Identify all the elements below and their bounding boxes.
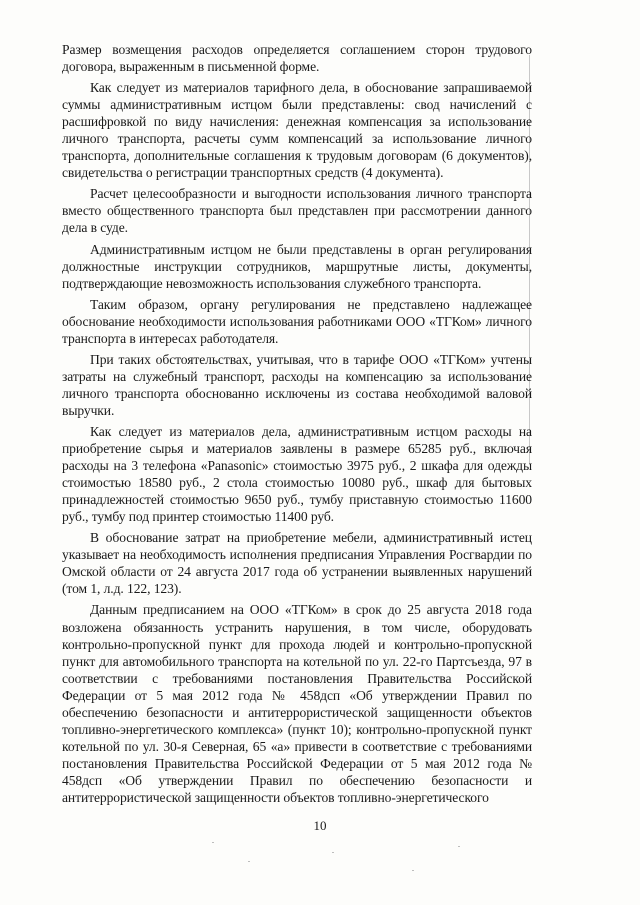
page-number: 10 xyxy=(313,818,327,833)
paragraph-4: Административным истцом не были представлены в орган регулирования должностные инструкции сотрудников, маршрутные листы, документы, подтверждающие невозможность использования служебного транспорта. xyxy=(62,241,532,291)
paragraph-7: Как следует из материалов дела, административным истцом расходы на приобретение сырья и материалов заявлены в размере 65285 руб., включая расходы на 3 телефона «Panasonic» стоимостью 3975 руб., 2 шкафа для одежды стоимостью 18580 руб., 2 стола стоимостью 10080 руб., шкаф для бытовых принадлежностей стоимостью 9650 руб., тумбу приставную стоимостью 11600 руб., тумбу под принтер стоимостью 11400 руб. xyxy=(62,423,532,525)
scan-speck xyxy=(248,861,250,862)
paragraph-1: Размер возмещения расходов определяется соглашением сторон трудового договора, выраженным в письменной форме. xyxy=(62,42,532,75)
paragraph-5: Таким образом, органу регулирования не представлено надлежащее обоснование необходимости использования работниками ООО «ТГКом» личного транспорта в интересах работодателя. xyxy=(62,296,532,346)
paragraph-2: Как следует из материалов тарифного дела, в обоснование запрашиваемой суммы административным истцом были представлены: свод начислений с расшифровкой по виду начисления: денежная компенсация за использование личного транспорта, расчеты сумм компенсаций за использование личного транспорта, дополнительные соглашения к трудовым договорам (6 документов), свидетельства о регистрации транспортных средств (4 документа). xyxy=(62,80,532,181)
scan-speck xyxy=(212,842,214,843)
paragraph-9: Данным предписанием на ООО «ТГКом» в срок до 25 августа 2018 года возложена обязанность устранить нарушения, в том числе, оборудовать контрольно-пропускной пункт для прохода людей и контрольно-пропускной пункт для автомобильного транспорта на котельной по ул. 22-го Партсъезда, 97 в соответствии с требованиями постановления Правительства Российской Федерации от 5 мая 2012 года № 458дсп «Об утверждении Правил по обеспечению безопасности и антитеррористической защищенности объектов топливно-энергетического комплекса» (пункт 10); контрольно-пропускной пункт котельной по ул. 30-я Северная, 65 «а» привести в соответствие с требованиями постановления Правительства Российской Федерации от 5 мая 2012 года № 458дсп «Об утверждении Правил по обеспечению безопасности и антитеррористической защищенности объектов топливно-энергетического xyxy=(62,602,532,805)
scan-speck xyxy=(412,870,414,871)
paragraph-6: При таких обстоятельствах, учитывая, что в тарифе ООО «ТГКом» учтены затраты на служебный транспорт, расходы на компенсацию за использование личного транспорта обоснованно исключены из состава необходимой валовой выручки. xyxy=(62,351,532,418)
paragraph-3: Расчет целесообразности и выгодности использования личного транспорта вместо общественного транспорта был представлен при рассмотрении данного дела в суде. xyxy=(62,186,532,236)
scan-speck xyxy=(332,852,334,853)
document-body xyxy=(62,41,532,810)
scan-speck xyxy=(458,846,460,847)
paragraph-8: В обоснование затрат на приобретение мебели, административный истец указывает на необходимость исполнения предписания Управления Росгвардии по Омской области от 24 августа 2017 года об устранении выявленных нарушений (том 1, л.д. 122, 123). xyxy=(62,530,532,597)
